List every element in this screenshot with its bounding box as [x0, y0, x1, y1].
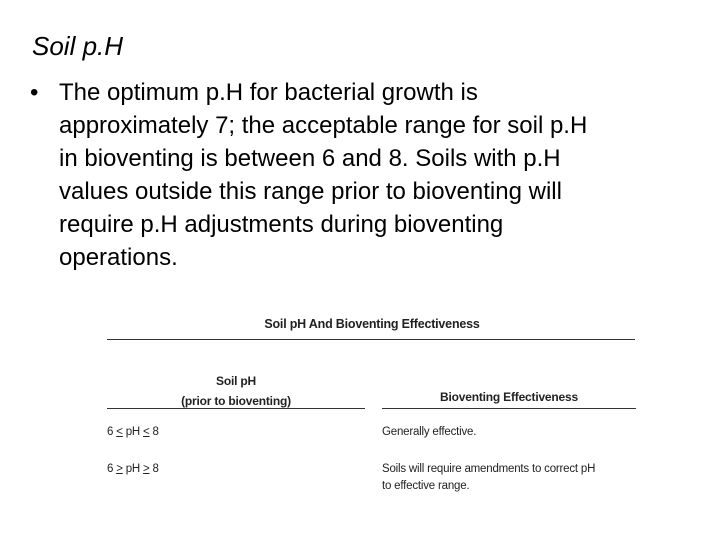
table-title: Soil pH And Bioventing Effectiveness: [264, 317, 480, 331]
table-cell-ph-range: [107, 461, 159, 478]
table-cell-effectiveness: Generally effective.: [382, 426, 477, 438]
cell-line: to effective range.: [382, 480, 470, 492]
bullet-line: operations.: [59, 244, 178, 271]
cell-text: pH: [122, 426, 144, 438]
less-equal-symbol: <: [143, 426, 150, 438]
bullet-line: in bioventing is between 6 and 8. Soils with p.H: [59, 145, 561, 172]
greater-equal-symbol: >: [143, 463, 150, 475]
column-header-line: (prior to bioventing): [181, 394, 291, 408]
cell-text: 6: [107, 426, 117, 438]
cell-text: pH: [122, 463, 144, 475]
bullet-item: [30, 76, 690, 274]
greater-equal-symbol: >: [116, 463, 123, 475]
slide-title: Soil p.H: [32, 31, 124, 61]
bullet-text: [59, 76, 690, 274]
less-equal-symbol: <: [116, 426, 123, 438]
table-cell-ph-range: [107, 424, 159, 441]
cell-text: 8: [149, 426, 159, 438]
bullet-list: [30, 76, 690, 274]
bullet-line: require p.H adjustments during bioventing: [59, 211, 504, 238]
table-top-rule: [107, 339, 635, 340]
cell-line: Soils will require amendments to correct pH: [382, 463, 596, 475]
bullet-line: The optimum p.H for bacterial growth is: [59, 79, 478, 106]
column-header-rule-left: [107, 408, 365, 409]
column-header-soil-ph: [107, 371, 365, 411]
cell-text: 8: [149, 463, 159, 475]
bullet-line: values outside this range prior to bioventing will: [59, 178, 562, 205]
column-header-rule-right: [382, 408, 636, 409]
cell-text: 6: [107, 463, 117, 475]
bullet-line: approximately 7; the acceptable range for soil p.H: [59, 112, 588, 139]
table-cell-effectiveness: [382, 461, 636, 495]
bullet-icon: •: [30, 79, 39, 106]
column-header-line: Soil pH: [216, 374, 256, 388]
soil-ph-table-figure: [107, 310, 637, 510]
column-header-effectiveness: Bioventing Effectiveness: [440, 390, 578, 404]
